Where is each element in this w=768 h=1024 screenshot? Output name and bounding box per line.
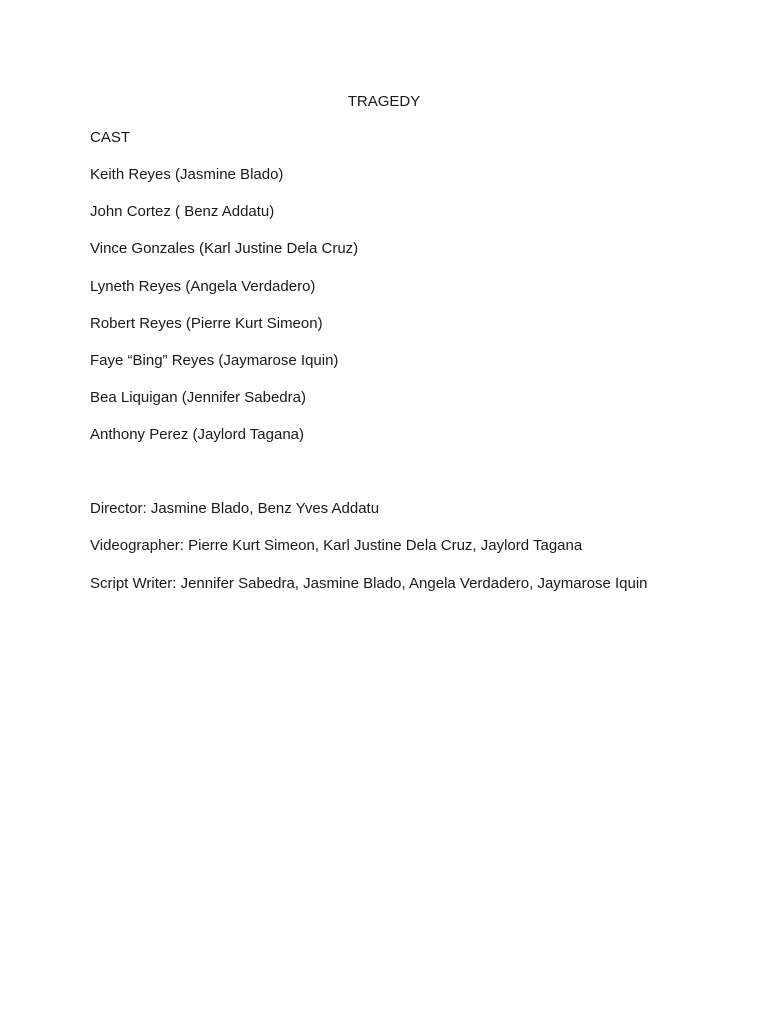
- cast-line: Vince Gonzales (Karl Justine Dela Cruz): [90, 240, 359, 257]
- crew-script-writer-line: Script Writer: Jennifer Sabedra, Jasmine Blado, Angela Verdadero, Jaymarose Iquin: [90, 575, 648, 592]
- cast-line: Keith Reyes (Jasmine Blado): [90, 166, 284, 183]
- cast-line: Bea Liquigan (Jennifer Sabedra): [90, 389, 306, 406]
- cast-line: Anthony Perez (Jaylord Tagana): [90, 426, 305, 443]
- crew-director-line: Director: Jasmine Blado, Benz Yves Addatu: [90, 500, 380, 517]
- cast-line: John Cortez ( Benz Addatu): [90, 203, 275, 220]
- cast-heading: CAST: [90, 129, 131, 146]
- crew-videographer-line: Videographer: Pierre Kurt Simeon, Karl Justine Dela Cruz, Jaylord Tagana: [90, 537, 583, 554]
- cast-line: Lyneth Reyes (Angela Verdadero): [90, 278, 316, 295]
- cast-line: Faye “Bing” Reyes (Jaymarose Iquin): [90, 352, 339, 369]
- document-title: TRAGEDY: [347, 93, 421, 110]
- cast-line: Robert Reyes (Pierre Kurt Simeon): [90, 315, 323, 332]
